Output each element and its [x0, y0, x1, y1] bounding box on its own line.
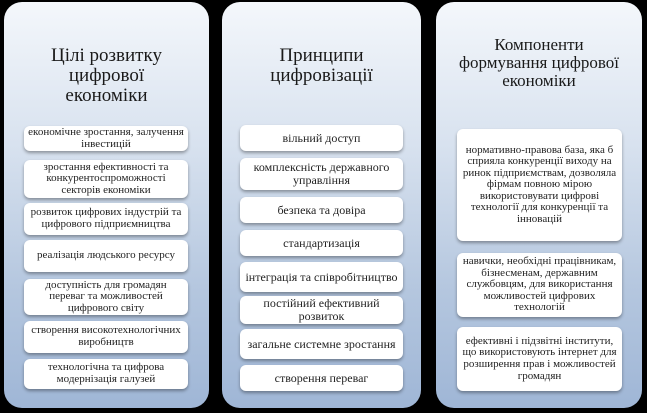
principle-item: інтеграція та співробітництво [240, 262, 403, 292]
column-components [436, 2, 642, 408]
column-goals [4, 2, 209, 408]
principle-item: стандартизація [240, 230, 403, 256]
column-title-components: Компоненти формування цифрової економіки [459, 35, 619, 90]
goal-item: реалізація людського ресурсу [24, 240, 188, 272]
goal-item: розвиток цифрових індустрій та цифрового підприємництва [24, 203, 188, 235]
principle-item: постійний ефективний розвиток [240, 296, 403, 324]
component-item: ефективні і підзвітні інститути, що використовують інтернет для розширення прав і можливостей громадян [457, 327, 622, 391]
principle-item: створення переваг [240, 365, 403, 391]
goal-item: доступність для громадян переваг та можливостей цифрового світу [24, 279, 188, 315]
component-item: нормативно-правова база, яка б сприяла конкуренції виходу на ринок підприємствам, дозволяла фірмам повною мірою використовувати цифрові технології для конкуренції та інновацій [457, 129, 622, 241]
goal-item: технологічна та цифрова модернізація галузей [24, 359, 188, 389]
column-title-principles: Принципи цифровізації [270, 45, 373, 86]
column-title-goals: Цілі розвитку цифрової економіки [51, 45, 162, 106]
principle-item: вільний доступ [240, 125, 403, 151]
principle-item: загальне системне зростання [240, 329, 403, 359]
principle-item: безпека та довіра [240, 197, 403, 223]
principle-item: комплексність державного управління [240, 158, 403, 190]
goal-item: економічне зростання, залучення інвестицій [24, 126, 188, 151]
goal-item: зростання ефективності та конкурентоспроможності секторів економіки [24, 160, 188, 198]
column-principles [222, 2, 421, 408]
component-item: навички, необхідні працівникам, бізнесменам, державним службовцям, для використання можливостей цифрових технологій [457, 253, 622, 317]
goal-item: створення високотехнологічних виробництв [24, 321, 188, 353]
